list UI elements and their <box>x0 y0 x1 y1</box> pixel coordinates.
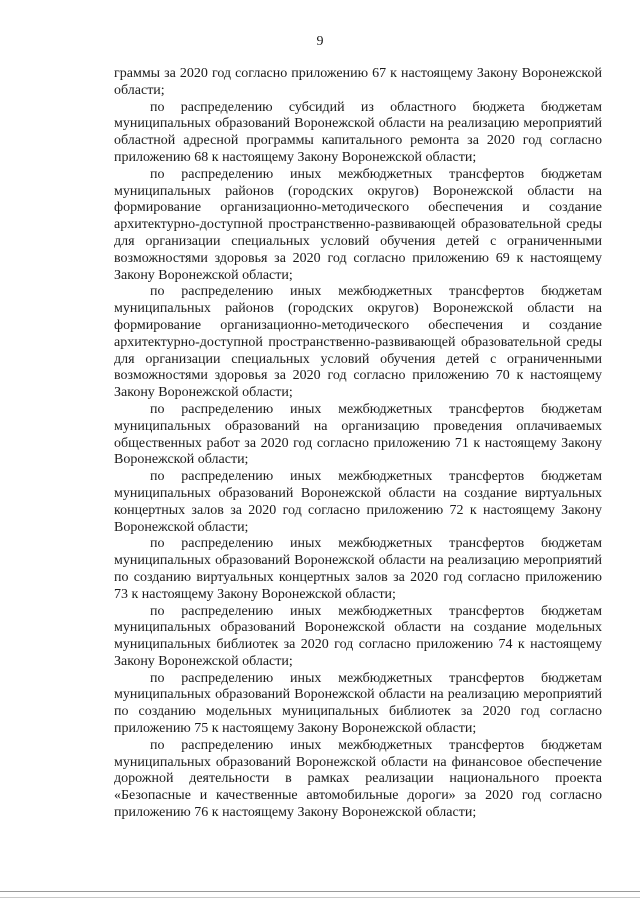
paragraph-6: по распределению иных межбюджетных трансфертов бюджетам муниципальных образований Воронежской области на создание виртуальных концертных залов за 2020 год согласно приложению 72 к настоящему Закону Воронежской области; <box>114 469 602 535</box>
document-body <box>114 66 602 822</box>
paragraph-3: по распределению иных межбюджетных трансфертов бюджетам муниципальных районов (городских округов) Воронежской области на формирование организационно-методического обеспечения и создание архитектурно-доступной пространственно-развивающей образовательной среды для организации специальных условий обучения детей с ограниченными возможностями здоровья за 2020 год согласно приложению 69 к настоящему Закону Воронежской области; <box>114 166 602 283</box>
page-number: 9 <box>316 34 324 49</box>
paragraph-5: по распределению иных межбюджетных трансфертов бюджетам муниципальных образований на организацию проведения оплачиваемых общественных работ за 2020 год согласно приложению 71 к настоящему Закону Воронежской области; <box>114 401 602 468</box>
paragraph-1: граммы за 2020 год согласно приложению 67 к настоящему Закону Воронежской области; <box>114 66 602 98</box>
paragraph-2: по распределению субсидий из областного бюджета бюджетам муниципальных образований Воронежской области на реализацию мероприятий областной адресной программы капитального ремонта за 2020 год согласно приложению 68 к настоящему Закону Воронежской области; <box>114 99 602 165</box>
paragraph-10: по распределению иных межбюджетных трансфертов бюджетам муниципальных образований Воронежской области на финансовое обеспечение дорожной деятельности в рамках реализации национального проекта «Безопасные и качественные автомобильные дороги» за 2020 год согласно приложению 76 к настоящему Закону Воронежской области; <box>114 737 602 821</box>
paragraph-9: по распределению иных межбюджетных трансфертов бюджетам муниципальных образований Воронежской области на реализацию мероприятий по созданию модельных муниципальных библиотек за 2020 год согласно приложению 75 к настоящему Закону Воронежской области; <box>114 670 602 737</box>
scan-edge-line-lower <box>0 897 640 898</box>
scan-edge-line <box>0 891 640 892</box>
paragraph-8: по распределению иных межбюджетных трансфертов бюджетам муниципальных образований Воронежской области на создание модельных муниципальных библиотек за 2020 год согласно приложению 74 к настоящему Закону Воронежской области; <box>114 603 602 669</box>
paragraph-7: по распределению иных межбюджетных трансфертов бюджетам муниципальных образований Воронежской области на реализацию мероприятий по созданию виртуальных концертных залов за 2020 год согласно приложению 73 к настоящему Закону Воронежской области; <box>114 536 602 602</box>
paragraph-4: по распределению иных межбюджетных трансфертов бюджетам муниципальных районов (городских округов) Воронежской области на формирование организационно-методического обеспечения и создание архитектурно-доступной пространственно-развивающей образовательной среды для организации специальных условий обучения детей с ограниченными возможностями здоровья за 2020 год согласно приложению 70 к настоящему Закону Воронежской области; <box>114 284 602 401</box>
